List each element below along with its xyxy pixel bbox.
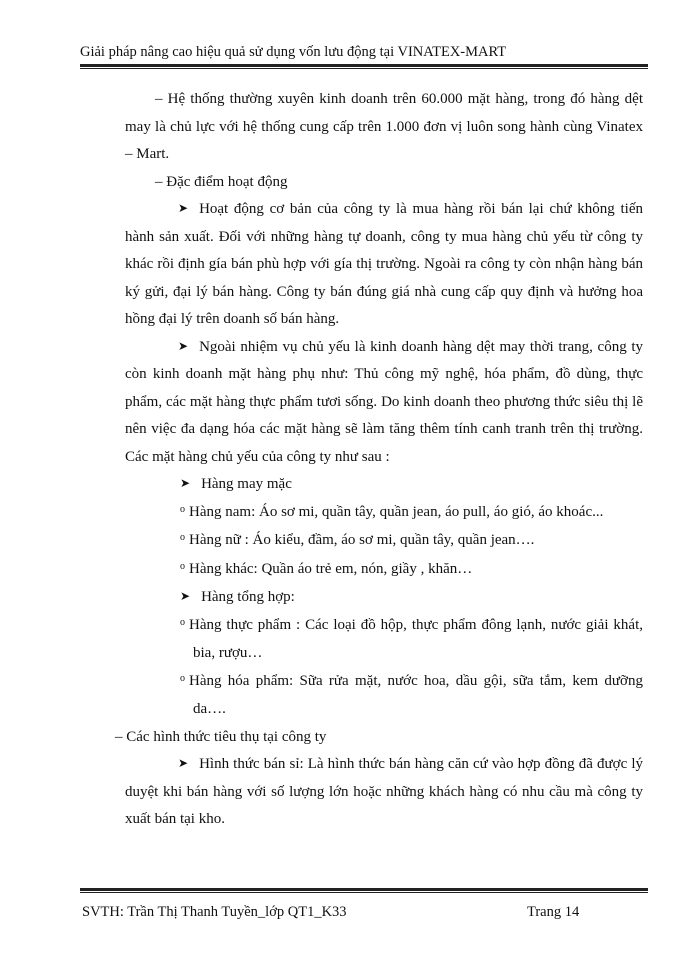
degree-bullet-icon: o (180, 532, 185, 543)
heading-sales-forms: – Các hình thức tiêu thụ tại công ty (115, 728, 327, 745)
paragraph-wholesale: ➤ Hình thức bán sỉ: Là hình thức bán hàng căn cứ vào hợp đồng đã được lý duyệt khi bán hàng với số lượng lớn hoặc những khách hàng có nhu cầu mà công ty xuất bán tại kho. (125, 756, 643, 827)
list-subitem-food: $^o$ Hàng thực phẩm : Các loại đồ hộp, thực phẩm đông lạnh, nước giải khát, bia, rượu… (180, 616, 643, 661)
list-subitem-women: $^o$ Hàng nữ : Áo kiểu, đầm, áo sơ mi, quần tây, quần jean…. (180, 532, 535, 548)
degree-bullet-icon: o (180, 672, 185, 684)
arrow-bullet-icon: ➤ (178, 201, 189, 215)
arrow-bullet-icon: ➤ (180, 476, 191, 490)
heading-operations: – Đặc điểm hoạt động (155, 173, 288, 190)
footer-author: SVTH: Trần Thị Thanh Tuyền_lớp QT1_K33 (82, 904, 347, 920)
footer-rule (80, 888, 648, 891)
paragraph-basic-activity: ➤ Hoạt động cơ bản của công ty là mua hàng rồi bán lại chứ không tiến hành sản xuất. Đối với những hàng tự doanh, công ty mua hàng chủ yếu từ công ty khác rồi định gía bán phù hợp với gía thị trường. Ngoài ra công ty còn nhận hàng bán ký gửi, đại lý bán hàng. Công ty bán đúng giá nhà cung cấp quy định và hưởng hoa hồng đại lý trên doanh số bán hàng. (125, 201, 643, 327)
degree-bullet-icon: o (180, 616, 185, 628)
page-body (115, 86, 643, 834)
paragraph-product-range: – Hệ thống thường xuyên kinh doanh trên 60.000 mặt hàng, trong đó hàng dệt may là chủ lực với hệ thống cung cấp trên 1.000 đơn vị luôn song hành cùng Vinatex – Mart. (125, 91, 643, 162)
paragraph-secondary-goods: ➤ Ngoài nhiệm vụ chủ yếu là kinh doanh hàng dệt may thời trang, công ty còn kinh doanh mặt hàng phụ như: Thủ công mỹ nghệ, hóa phẩm, đồ dùng, thực phẩm, các mặt hàng thực phẩm tươi sống. Do kinh doanh theo phương thức siêu thị lẽ nên việc đa dạng hóa các mặt hàng sẽ làm tăng thêm tính canh tranh trên thị trường. Các mặt hàng chủ yếu của công ty như sau : (125, 338, 643, 465)
arrow-bullet-icon: ➤ (178, 338, 189, 353)
list-subitem-other: $^o$ Hàng khác: Quần áo trẻ em, nón, giầy , khăn… (180, 560, 473, 577)
header-rule (80, 64, 648, 67)
running-header: Giải pháp nâng cao hiệu quả sử dụng vốn lưu động tại VINATEX-MART (80, 44, 507, 60)
arrow-bullet-icon: ➤ (178, 756, 189, 770)
list-item-apparel: ➤ Hàng may mặc (180, 476, 292, 492)
list-subitem-men: $^o$ Hàng nam: Áo sơ mi, quần tây, quần jean, áo pull, áo gió, áo khoác... (180, 503, 604, 520)
arrow-bullet-icon: ➤ (180, 589, 191, 603)
degree-bullet-icon: o (180, 560, 185, 572)
list-item-general-goods: ➤ Hàng tổng hợp: (180, 589, 295, 605)
list-subitem-cosmetics: $^o$ Hàng hóa phẩm: Sữa rửa mặt, nước hoa, dầu gội, sữa tắm, kem dưỡng da…. (180, 672, 643, 717)
degree-bullet-icon: o (180, 503, 185, 515)
header-rule-thin (80, 68, 648, 69)
footer-rule-thin (80, 892, 648, 893)
page-number: Trang 14 (527, 904, 580, 920)
